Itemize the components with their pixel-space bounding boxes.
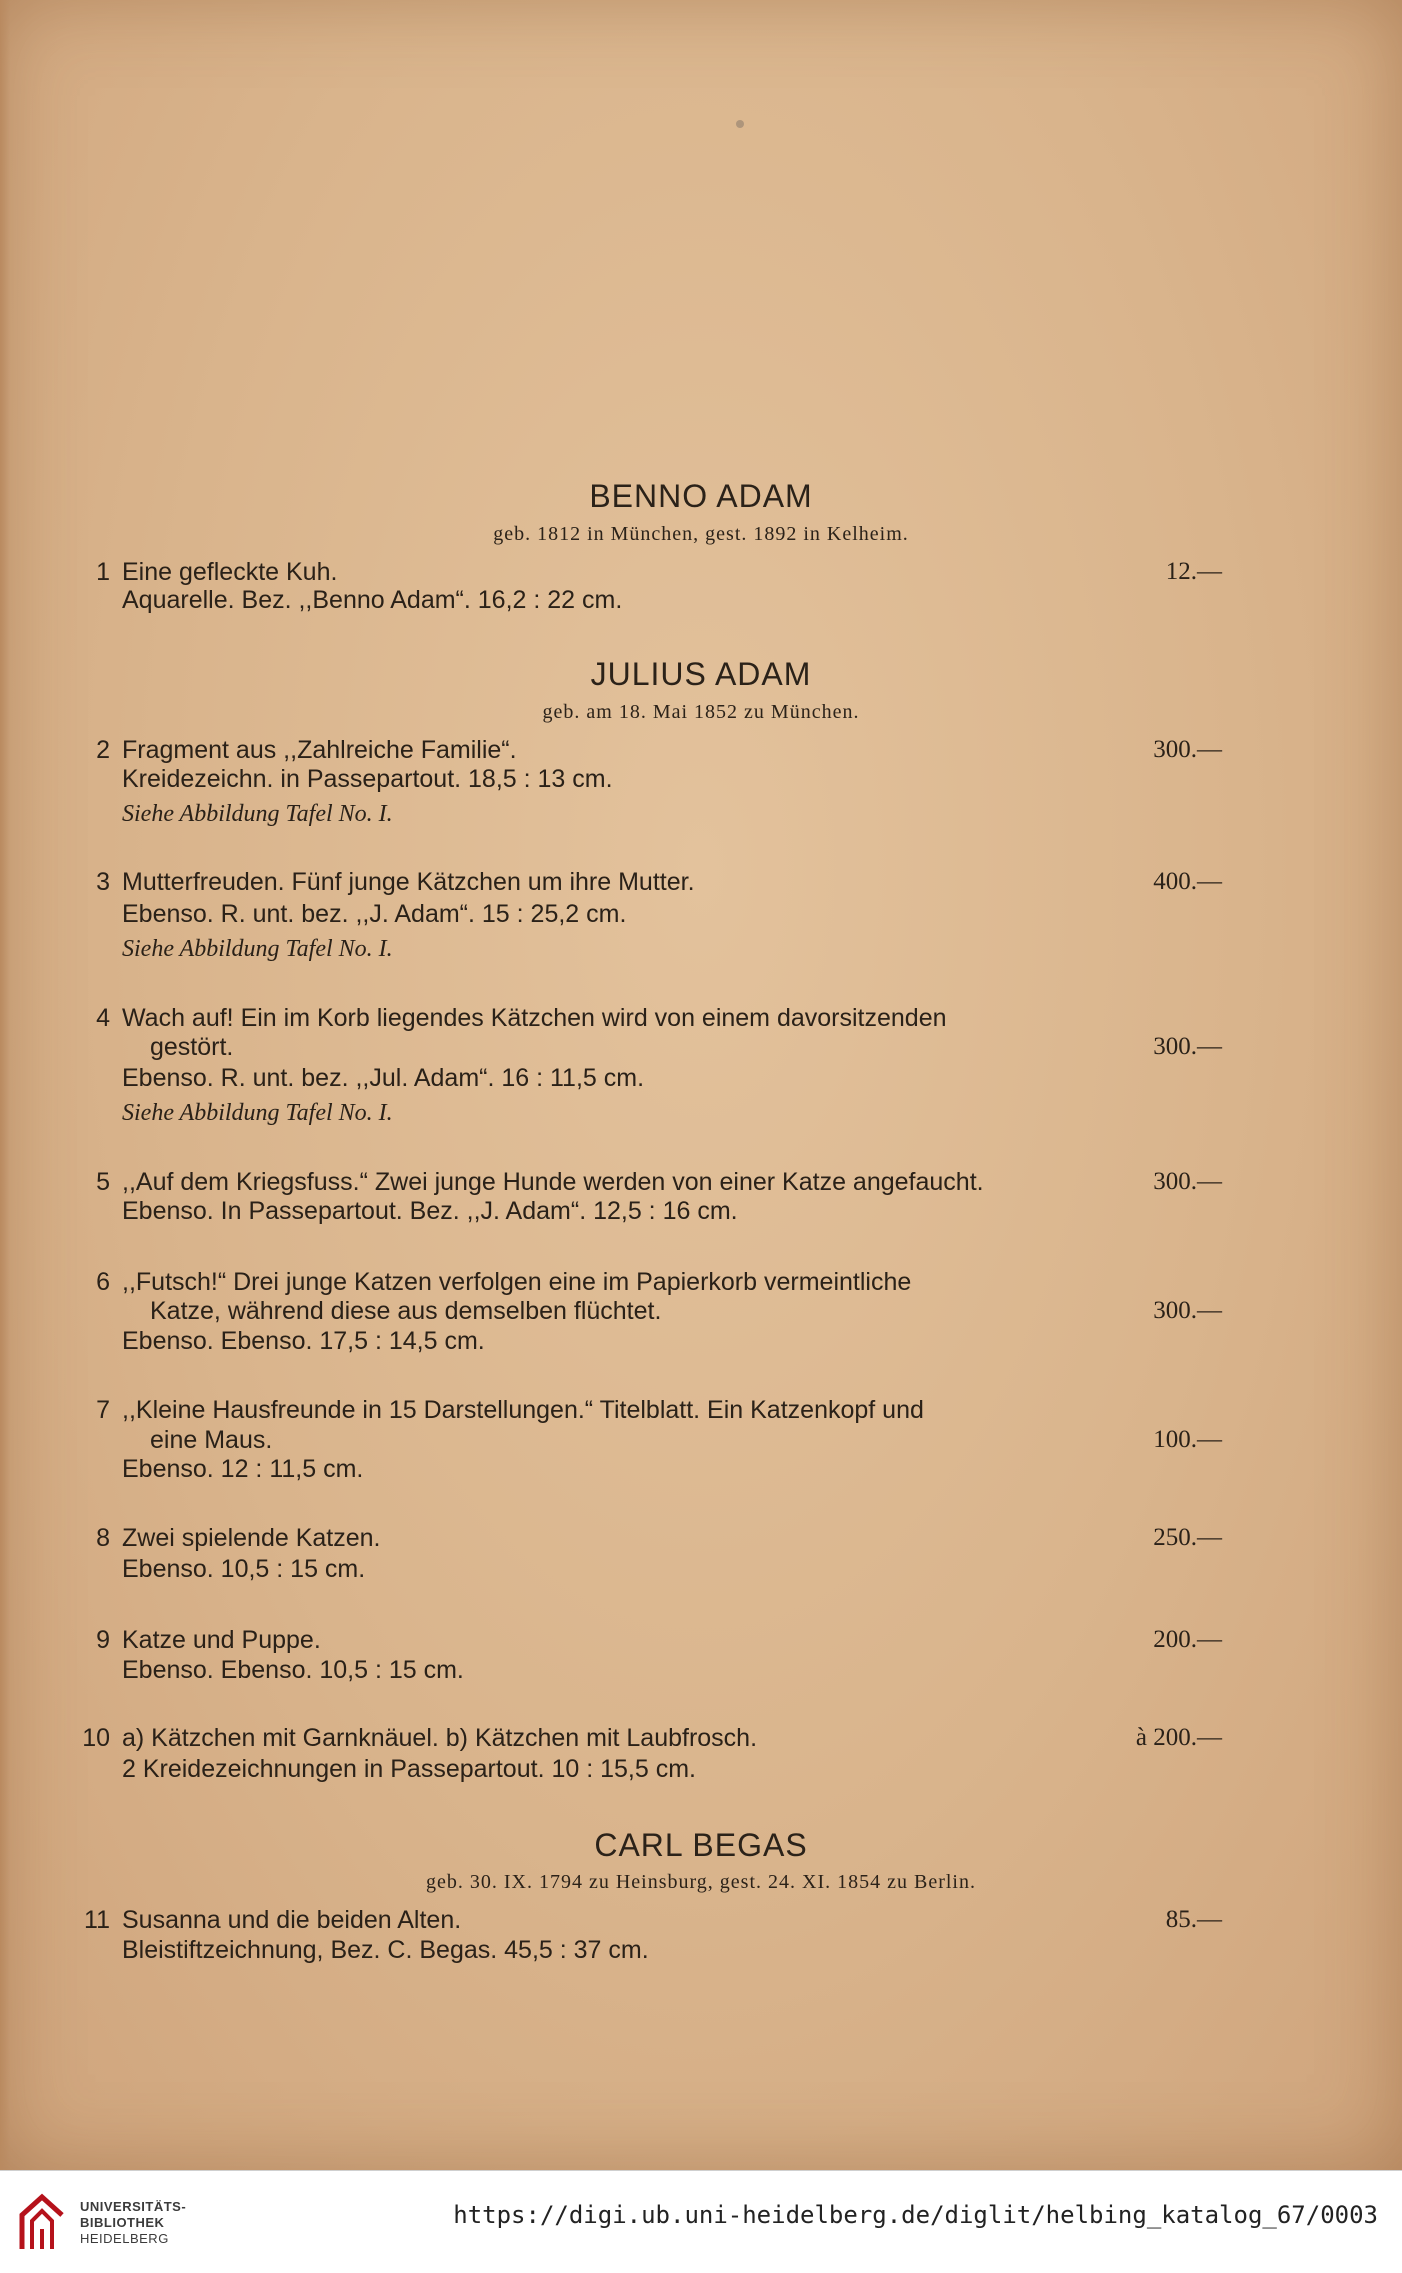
item-number: 5 <box>96 1168 110 1196</box>
library-name <box>80 2199 186 2247</box>
plate-reference: Siehe Abbildung Tafel No. I. <box>122 801 393 827</box>
item-price: 300.— <box>1153 1033 1222 1060</box>
catalog-item-line <box>0 1166 1402 1198</box>
item-description: Ebenso. Ebenso. 10,5 : 15 cm. <box>122 1656 464 1684</box>
plate-reference: Siehe Abbildung Tafel No. I. <box>122 936 393 962</box>
catalog-item-line <box>0 1195 1402 1227</box>
item-title: Katze und Puppe. <box>122 1626 321 1654</box>
library-name-line: UNIVERSITÄTS- <box>80 2199 187 2214</box>
library-logo-icon <box>16 2189 68 2255</box>
artist-life-dates: geb. 1812 in München, gest. 1892 in Kelheim. <box>493 523 909 545</box>
catalog-item-line <box>0 1424 1402 1456</box>
item-description: 2 Kreidezeichnungen in Passepartout. 10 : 15,5 cm. <box>122 1755 696 1783</box>
item-price: 300.— <box>1153 1168 1222 1195</box>
item-title: Susanna und die beiden Alten. <box>122 1906 462 1934</box>
artist-heading: JULIUS ADAM <box>590 656 812 692</box>
item-title: Wach auf! Ein im Korb liegendes Kätzchen wird von einem davorsitzenden <box>122 1004 947 1032</box>
artist-heading: BENNO ADAM <box>589 478 813 514</box>
artist-life-dates: geb. 30. IX. 1794 zu Heinsburg, gest. 24. XI. 1854 zu Berlin. <box>425 1871 976 1893</box>
catalog-item-line <box>0 1904 1402 1936</box>
catalog-item-line <box>0 1031 1402 1063</box>
library-footer <box>0 2170 1402 2273</box>
catalog-item-line <box>0 798 1402 830</box>
permalink-url[interactable]: https://digi.ub.uni-heidelberg.de/diglit/helbing_katalog_67/0003 <box>453 2201 1378 2229</box>
item-number: 7 <box>96 1396 110 1424</box>
item-price: 300.— <box>1153 1297 1222 1324</box>
catalog-item-line <box>0 1934 1402 1966</box>
catalog-item-line <box>0 1522 1402 1554</box>
item-description: Aquarelle. Bez. ,,Benno Adam“. 16,2 : 22 cm. <box>122 586 623 614</box>
item-title-continued: gestört. <box>150 1033 234 1061</box>
catalog-item-line <box>0 584 1402 616</box>
catalog-item-line <box>0 763 1402 795</box>
catalog-item-line <box>0 1325 1402 1357</box>
catalog-item-line <box>0 866 1402 898</box>
catalog-item-line <box>0 898 1402 930</box>
item-description: Kreidezeichn. in Passepartout. 18,5 : 13 cm. <box>122 765 613 793</box>
item-title: ,,Kleine Hausfreunde in 15 Darstellungen.“ Titelblatt. Ein Katzenkopf und <box>122 1396 924 1424</box>
item-price: 12.— <box>1165 558 1222 585</box>
catalog-item-line <box>0 1062 1402 1094</box>
catalog-item-line <box>0 933 1402 965</box>
catalog-item-line <box>0 734 1402 766</box>
item-number: 10 <box>82 1724 110 1752</box>
item-title: a) Kätzchen mit Garnknäuel. b) Kätzchen mit Laubfrosch. <box>122 1724 758 1752</box>
item-price: 85.— <box>1165 1906 1222 1933</box>
item-number: 6 <box>96 1268 110 1296</box>
item-description: Ebenso. Ebenso. 17,5 : 14,5 cm. <box>122 1327 485 1355</box>
item-description: Bleistiftzeichnung, Bez. C. Begas. 45,5 : 37 cm. <box>122 1936 649 1964</box>
catalog-item-line <box>0 1722 1402 1754</box>
item-number: 11 <box>84 1906 110 1934</box>
plate-reference: Siehe Abbildung Tafel No. I. <box>122 1100 393 1126</box>
item-description: Ebenso. 12 : 11,5 cm. <box>122 1455 364 1483</box>
catalog-item-line <box>0 1624 1402 1656</box>
catalog-item-line <box>0 1097 1402 1129</box>
item-title-continued: eine Maus. <box>150 1426 273 1454</box>
item-number: 9 <box>96 1626 110 1654</box>
item-title: Zwei spielende Katzen. <box>122 1524 381 1552</box>
item-number: 3 <box>96 868 110 896</box>
catalog-item-line <box>0 1266 1402 1298</box>
item-description: Ebenso. R. unt. bez. ,,J. Adam“. 15 : 25,2 cm. <box>122 900 627 928</box>
item-title: ,,Auf dem Kriegsfuss.“ Zwei junge Hunde werden von einer Katze angefaucht. <box>122 1168 984 1196</box>
artist-heading: CARL BEGAS <box>594 1827 808 1863</box>
item-price: 100.— <box>1153 1426 1222 1453</box>
ink-speck <box>736 120 744 128</box>
item-description: Ebenso. In Passepartout. Bez. ,,J. Adam“. 12,5 : 16 cm. <box>122 1197 738 1225</box>
catalog-item-line <box>0 1553 1402 1585</box>
library-name-line: BIBLIOTHEK <box>80 2215 165 2230</box>
item-price: à 200.— <box>1135 1724 1222 1751</box>
item-title: Eine gefleckte Kuh. <box>122 558 338 586</box>
item-title: ,,Futsch!“ Drei junge Katzen verfolgen eine im Papierkorb vermeintliche <box>122 1268 912 1296</box>
item-price: 400.— <box>1153 868 1222 895</box>
item-number: 2 <box>96 736 110 764</box>
item-price: 250.— <box>1153 1524 1222 1551</box>
catalog-item-line <box>0 1394 1402 1426</box>
item-price: 200.— <box>1153 1626 1222 1653</box>
item-title: Mutterfreuden. Fünf junge Kätzchen um ihre Mutter. <box>122 868 695 896</box>
item-number: 8 <box>96 1524 110 1552</box>
catalog-item-line <box>0 1753 1402 1785</box>
item-number: 4 <box>96 1004 110 1032</box>
catalog-item-line <box>0 1654 1402 1686</box>
item-description: Ebenso. 10,5 : 15 cm. <box>122 1555 366 1583</box>
artist-life-dates: geb. am 18. Mai 1852 zu München. <box>542 701 860 723</box>
catalog-item-line <box>0 1295 1402 1327</box>
catalog-item-line <box>0 1002 1402 1034</box>
library-name-line: HEIDELBERG <box>80 2231 169 2246</box>
item-description: Ebenso. R. unt. bez. ,,Jul. Adam“. 16 : 11,5 cm. <box>122 1064 645 1092</box>
item-number: 1 <box>96 558 110 586</box>
item-title-continued: Katze, während diese aus demselben flüchtet. <box>150 1297 662 1325</box>
item-title: Fragment aus ,,Zahlreiche Familie“. <box>122 736 517 764</box>
item-price: 300.— <box>1153 736 1222 763</box>
catalog-item-line <box>0 1453 1402 1485</box>
